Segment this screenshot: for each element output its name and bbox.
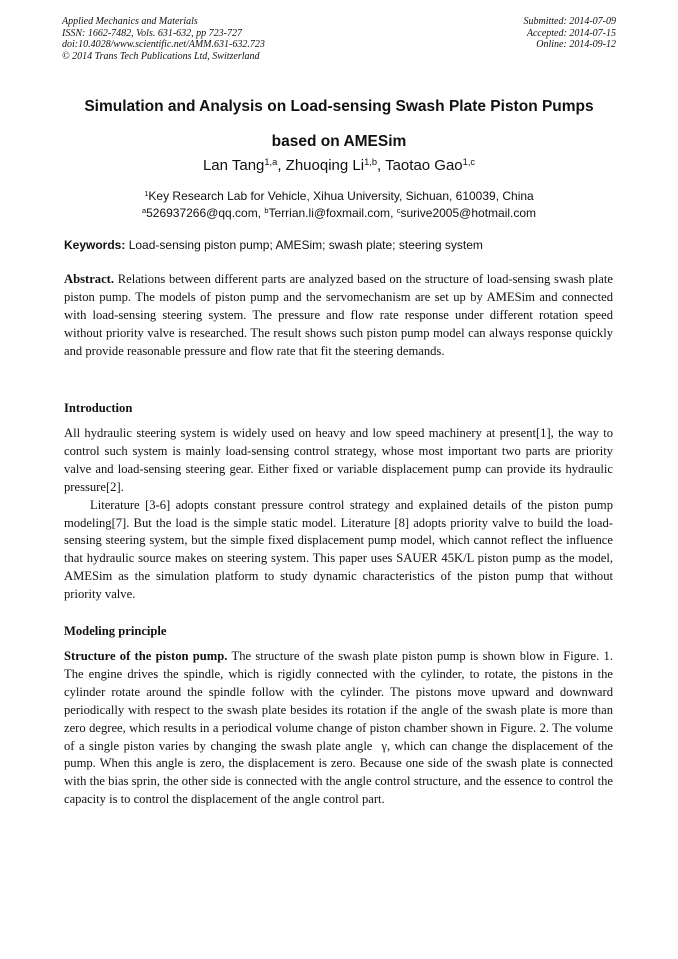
email-sup: b (264, 205, 269, 215)
keywords-label: Keywords: (64, 238, 126, 252)
subsection-label: Structure of the piston pump. (64, 649, 228, 663)
copyright: © 2014 Trans Tech Publications Ltd, Switzerland (62, 50, 260, 62)
affiliation-block (40, 188, 638, 222)
modeling-body (64, 648, 613, 809)
title-line-2: based on AMESim (271, 133, 407, 150)
section-heading-modeling: Modeling principle (64, 624, 167, 638)
email-sup: c (396, 205, 401, 215)
email-link[interactable]: surive2005@hotmail.com (400, 206, 537, 220)
accepted-date: Accepted: 2014-07-15 (526, 27, 616, 39)
keywords-text: Load-sensing piston pump; AMESim; swash plate; steering system (128, 238, 483, 252)
author-sup: 1,c (462, 156, 476, 167)
gamma-symbol: γ (381, 738, 387, 753)
issn: ISSN: 1662-7482, Vols. 631-632, pp 723-727 (62, 27, 242, 39)
author-sup: 1,b (364, 156, 378, 167)
introduction-body (64, 425, 613, 604)
author-list: Lan Tang$^{1,a}$, Zhuoqing Li$^{1,b}$, Taotao Gao$^{1,c}$ (202, 156, 476, 174)
abstract (64, 271, 613, 361)
header-left (62, 16, 392, 62)
online-date: Online: 2014-09-12 (536, 39, 616, 50)
abstract-label: Abstract. (64, 272, 115, 286)
email-list: $^a$526937266@qq.com, $^b$Terrian.li@foxmail.com, $^c$surive2005@hotmail.com (141, 205, 537, 220)
author-name: Taotao Gao (385, 157, 463, 174)
affiliation-text: Key Research Lab for Vehicle, Xihua University, Sichuan, 610039, China (148, 189, 534, 203)
abstract-text: Relations between different parts are analyzed based on the structure of load-sensing swash plate piston pump. The models of piston pump and the servomechanism are set up by AMESim and connected with load-sensing steering system. The pressure and flow rate response under different rotation speed without priority valve is researched. The result shows such piston pump model can always response quickly and provide reasonable pressure and flow rate that fit the steering demands. (64, 272, 613, 358)
doi: doi:10.4028/www.scientific.net/AMM.631-632.723 (62, 39, 265, 50)
author-name: Lan Tang (202, 157, 265, 174)
section-heading-introduction: Introduction (64, 401, 133, 415)
email-sup: a (141, 205, 147, 215)
title-line-1: Simulation and Analysis on Load-sensing Swash Plate Piston Pumps (84, 98, 594, 115)
submitted-date: Submitted: 2014-07-09 (523, 16, 616, 27)
journal-name: Applied Mechanics and Materials (62, 16, 198, 27)
abstract-paragraph (64, 271, 613, 361)
intro-paragraph-1: All hydraulic steering system is widely used on heavy and low speed machinery at present[1], the way to control such system is mainly load-sensing control strategy, whose most important two parts are priority valve and load-sensing steering gear. Either fixed or variable displacement pump can provide its hydraulic pressure[2]. (64, 426, 613, 494)
paper-title (40, 89, 638, 159)
affiliation-sup: 1 (144, 188, 149, 198)
modeling-text-b: , which can change the displacement of the pump. When this angle is zero, the displacement is zero. Because one side of the swash plate is connected with the bias sprin, the other side is connected with the angle control structure, and the essence to control the capacity is to control the displacement of the angle control part. (64, 738, 613, 807)
header-right (416, 16, 616, 51)
author-sup: 1,a (264, 156, 278, 167)
email-link[interactable]: 526937266@qq.com (146, 206, 258, 220)
affiliation (40, 188, 638, 205)
author-name: Zhuoqing Li (285, 157, 365, 174)
intro-paragraph-2: Literature [3-6] adopts constant pressure control strategy and explained details of the piston pump modeling[7]. But the load is the simple static model. Literature [8] adopts priority valve to build the load-sensing steering system, but the simple fixed displacement pump model, which cannot reflect the influence that hydraulic source makes on steering system. This paper uses SAUER 45K/L piston pump as the model, AMESim as the simulation platform to study dynamic characteristics of the piston pump that without priority valve. (64, 497, 613, 602)
keywords (64, 237, 614, 253)
modeling-text-a: The structure of the swash plate piston pump is shown blow in Figure. 1. The engine drives the spindle, which is rigidly connected with the cylinder, to rotate, the pistons in the cylinder rotate around the spindle follow with the cylinder. The pistons move upward and downward periodically with respect to the swash plate besides its rotation if the angle of the swash plate is more than zero degree, which results in a periodical volume change of piston chamber shown in Figure. 2. The volume of a single piston varies by changing the swash plate angle (64, 649, 614, 753)
modeling-paragraph (64, 648, 613, 809)
email-link[interactable]: Terrian.li@foxmail.com (268, 206, 391, 220)
